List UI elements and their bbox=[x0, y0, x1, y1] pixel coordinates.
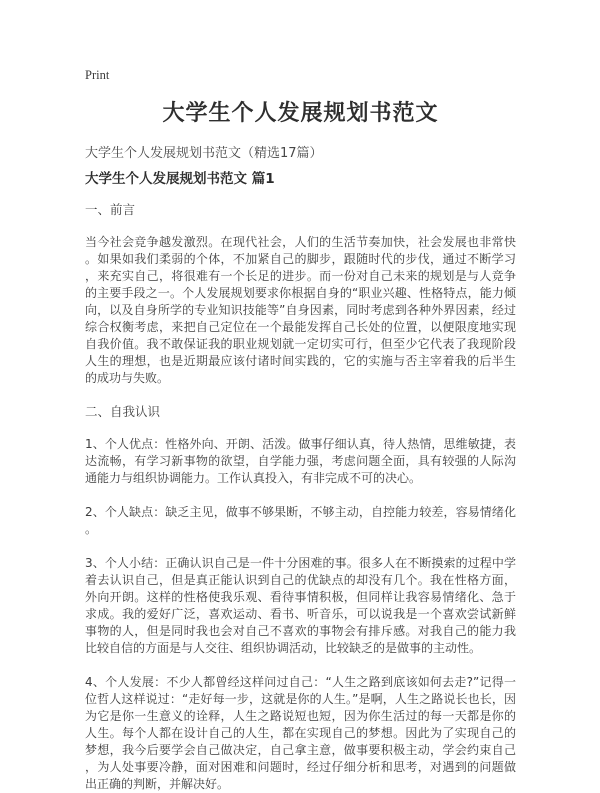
paragraph-strengths: 1、个人优点：性格外向、开朗、活泼。做事仔细认真，待人热情，思维敏捷，表达流畅，有学习新事物的欲望，自学能力强，考虑问题全面，具有较强的人际沟通能力与组织协调能力。工作认真投入，有非完成不可的决心。 bbox=[85, 437, 516, 485]
article-heading: 大学生个人发展规划书范文 篇1 bbox=[85, 171, 275, 187]
paragraph-weaknesses: 2、个人缺点：缺乏主见，做事不够果断，不够主动，自控能力较差，容易情绪化。 bbox=[85, 505, 516, 536]
section-heading-preface: 一、前言 bbox=[85, 202, 136, 217]
print-link[interactable]: Print bbox=[85, 68, 110, 82]
paragraph-self-summary: 3、个人小结：正确认识自己是一件十分困难的事。很多人在不断摸索的过程中学着去认识自己，但是真正能认识到自己的优缺点的却没有几个。我在性格方面，外向开朗。这样的性格使我乐观、看待事情积极，但同样让我容易情绪化、急于求成。我的爱好广泛，喜欢运动、看书、听音乐，可以说我是一个喜欢尝试新鲜事物的人，但是同时我也会对自己不喜欢的事物会有排斥感。对我自己的能力我比较自信的方面是与人交往、组织协调活动，比较缺乏的是做事的主动性。 bbox=[85, 556, 516, 655]
paragraph-personal-development: 4、个人发展：不少人都曾经这样问过自己：“人生之路到底该如何去走?”记得一位哲人这样说过：“走好每一步，这就是你的人生。”是啊，人生之路说长也长，因为它是你一生意义的诠释，人生之路说短也短，因为你生活过的每一天都是你的人生。每个人都在设计自己的人生，都在实现自己的梦想。因此为了实现自己的梦想，我今后要学会自己做决定，自己拿主意，做事要积极主动，学会约束自己，为人处事要冷静，面对困难和问题时，经过仔细分析和思考，对遇到的问题做出正确的判断，并解决好。 bbox=[85, 675, 516, 791]
page-title: 大学生个人发展规划书范文 bbox=[162, 101, 439, 126]
paragraph-preface: 当今社会竞争越发激烈。在现代社会，人们的生活节奏加快，社会发展也非常快。如果如我们柔弱的个体，不加紧自己的脚步，跟随时代的步伐，通过不断学习，来充实自己，将很难有一个长足的进步。而一份对自己未来的规划是与人竞争的主要手段之一。个人发展规划要求你根据自身的“职业兴趣、性格特点，能力倾向，以及自身所学的专业知识技能等”自身因素，同时考虑到各种外界因素，经过综合权衡考虑，来把自己定位在一个最能发挥自己长处的位置，以便限度地实现自我价值。我不敢保证我的职业规划就一定切实可行，但至少它代表了我现阶段人生的理想，也是近期最应该付诸时间实践的，它的实施与否主宰着我的后半生的成功与失败。 bbox=[85, 235, 516, 385]
page-subtitle: 大学生个人发展规划书范文（精选17篇） bbox=[85, 146, 323, 161]
section-heading-self-awareness: 二、自我认识 bbox=[85, 404, 161, 419]
